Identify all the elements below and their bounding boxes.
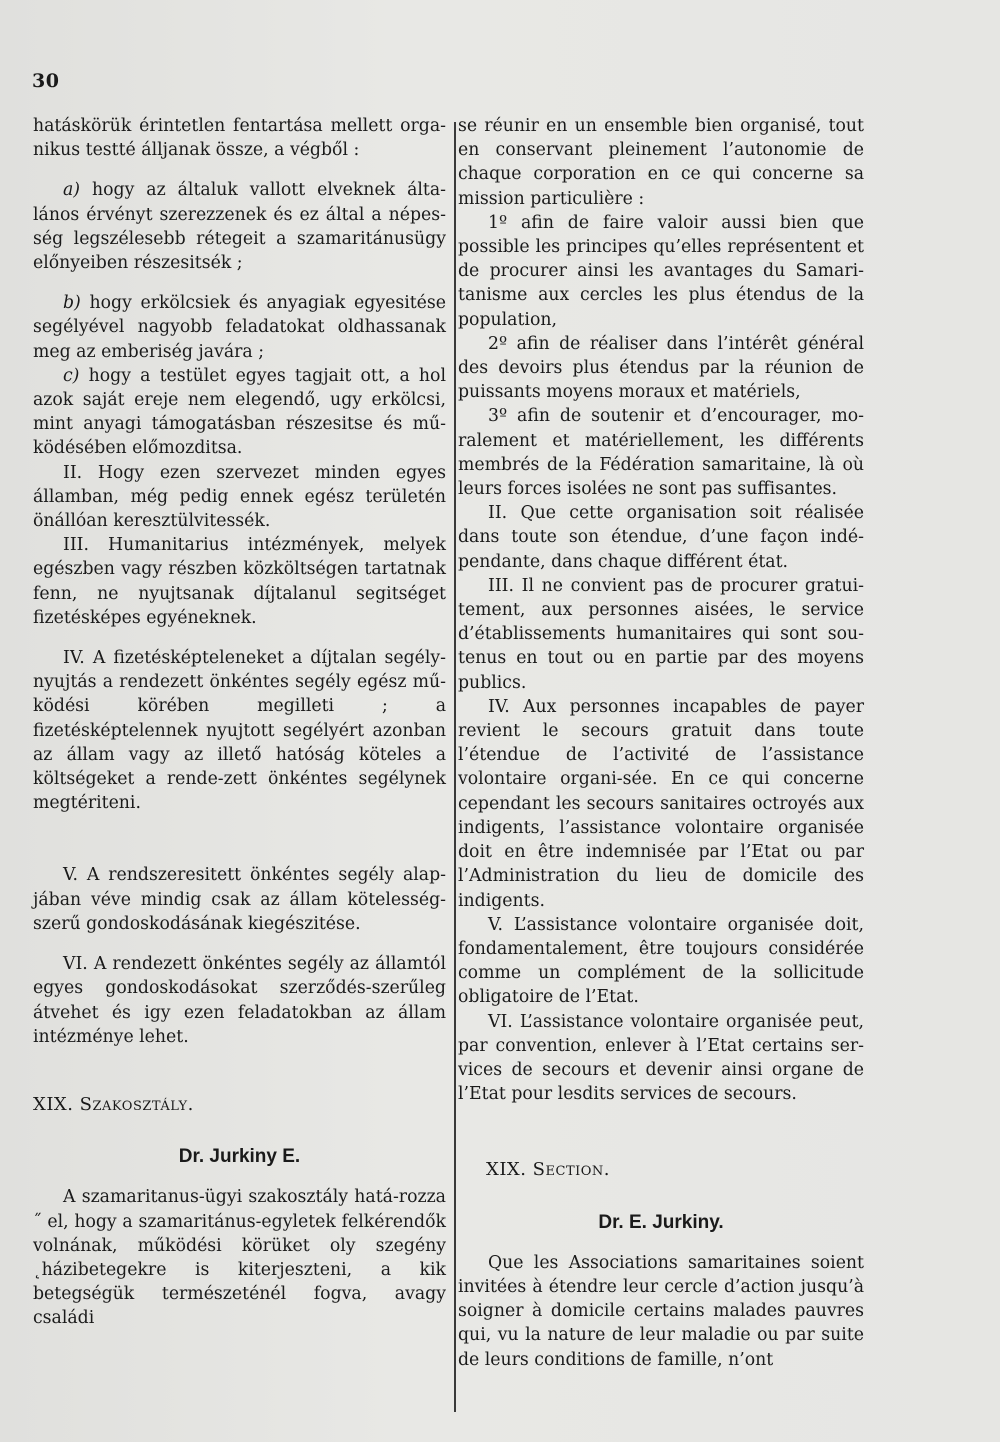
left-paragraph-3: III. Humanitarius intézmények, melyek egészben vagy részben közköltségen tartatnak fenn, ne nyujtsanak díjtalanul segitséget fizetésképes egyéneknek. [33, 535, 446, 628]
left-paragraph-5: V. A rendszeresitett önkéntes segély alap-jában véve mindig csak az állam kötelesség-szerű gondoskodásának kiegészitése. [33, 865, 446, 934]
left-item-a-text: hogy az általuk vallott elveknek álta-lános érvényt szerezzenek és ez által a népes-ség legszélesebb rétegeit a szamaritánusügy előnyeiben részesitsék ; [33, 180, 446, 274]
right-closing-paragraph: Que les Associations samaritaines soient invitées à étendre leur cercle d’action jusqu’à soigner à domicile certains malades pauvres qui, vu la nature de leur maladie ou par suite de leurs conditions de famille, n’ont [458, 1252, 864, 1370]
left-intro: hatáskörük érintetlen fentartása mellett orga-nikus testté álljanak össze, a végből : [33, 116, 446, 161]
left-item-b [33, 291, 446, 364]
left-section-heading: XIX. Szakosztály. [33, 1093, 194, 1115]
page-number: 30 [32, 70, 60, 92]
right-paragraph-5: V. L’assistance volontaire organisée doit, fondamentalement, être toujours considérée comme un complément de la sollicitude obligatoire de l’Etat. [458, 914, 864, 1008]
right-item-1: 1º afin de faire valoir aussi bien que possible les principes qu’elles représentent et de procurer ainsi les avantages du Samari-tanisme aux cercles les plus étendus de la population, [458, 212, 864, 330]
left-column [33, 114, 446, 1331]
left-paragraph-6: VI. A rendezett önkéntes segély az államtól egyes gondoskodásokat szerződés-szerűleg átvehet és igy ezen feladatokban az állam intézménye lehet. [33, 954, 446, 1047]
left-closing-paragraph: A szamaritanus-ügyi szakosztály hatá-rozza ˝ el, hogy a szamaritánus-egyletek felkérendők volnának, működési körüket oly szegény ˛házibetegekre is kiterjeszteni, a kik betegségük természeténél fogva, avagy családi [33, 1187, 446, 1329]
left-item-b-text: hogy erkölcsiek és anyagiak egyesitése segélyével nagyobb feladatokat oldhassanak meg az emberiség javára ; [33, 293, 446, 362]
left-item-c [33, 364, 446, 461]
left-item-a-marker: a) [63, 180, 81, 201]
left-item-c-marker: c) [63, 365, 80, 386]
right-author: Dr. E. Jurkiny. [598, 1211, 724, 1233]
left-paragraph-2: II. Hogy ezen szervezet minden egyes államban, még pedig ennek egész területén önállóan keresztülvitessék. [33, 462, 446, 532]
left-item-b-marker: b) [63, 293, 81, 314]
right-item-2: 2º afin de réaliser dans l’intérêt général des devoirs plus étendus par la réunion de puissants moyens moraux et matériels, [458, 333, 864, 403]
right-paragraph-6: VI. L’assistance volontaire organisée peut, par convention, enlever à l’Etat certains ser-vices de secours et devenir ainsi organe de l’Etat pour lesdits services de secours. [458, 1011, 864, 1105]
left-item-a [33, 178, 446, 275]
right-item-3: 3º afin de soutenir et d’encourager, mo-ralement et matériellement, les différents membrés de la Fédération samaritaine, là où leurs forces isolées ne sont pas suffisantes. [458, 406, 864, 500]
right-paragraph-4: IV. Aux personnes incapables de payer revient le secours gratuit dans toute l’étendue de l’activité de l’assistance volontaire organi-sée. En ce qui concerne cependant les secours sanitaires octroyés aux indigents, l’assistance volontaire organisée doit en être indemnisée par l’Etat ou par l’Administration du lieu de domicile des indigents. [458, 696, 864, 911]
right-paragraph-2: II. Que cette organisation soit réalisée dans toute son étendue, d’une façon indé-pendante, dans chaque différent état. [458, 503, 864, 572]
right-column [458, 114, 864, 1372]
right-paragraph-3: III. Il ne convient pas de procurer gratui-tement, aux personnes aisées, le service d’établissements humanitaires qui sont sou-tenus en tout ou en partie par des moyens publics. [458, 575, 864, 693]
right-intro: se réunir en un ensemble bien organisé, tout en conservant pleinement l’autonomie de chaque corporation en ce qui concerne sa mission particulière : [458, 116, 864, 209]
left-paragraph-4: IV. A fizetésképteleneket a díjtalan segély-nyujtás a rendezett önkéntes segély egész mű-ködési körében megilleti ; a fizetésképtelennek nyujtott segélyért azonban az állam vagy az illető hatóság köteles a költségeket a rende-zett önkéntes segélynek megtériteni. [33, 648, 446, 814]
column-divider [454, 122, 456, 1412]
right-section-heading: XIX. Section. [486, 1159, 611, 1181]
left-author: Dr. Jurkiny E. [178, 1146, 301, 1168]
left-item-c-text: hogy a testület egyes tagjait ott, a hol azok saját ereje nem elegendő, ugy erkölcsi, mint anyagi támogatásban részesitse és mű-ködésében előmozditsa. [33, 365, 446, 459]
